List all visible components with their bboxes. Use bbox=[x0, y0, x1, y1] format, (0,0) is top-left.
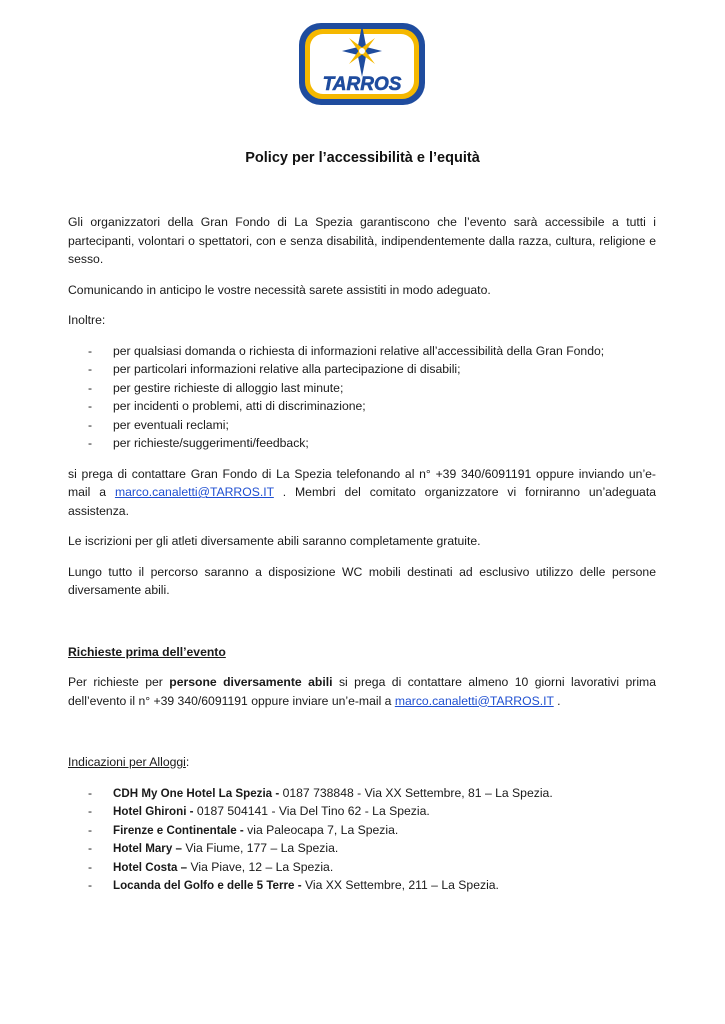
hotel-item: - Firenze e Continentale - via Paleocapa 7, La Spezia. bbox=[68, 821, 656, 840]
tarros-logo bbox=[297, 21, 427, 107]
hotel-item: - CDH My One Hotel La Spezia - 0187 738848 - Via XX Settembre, 81 – La Spezia. bbox=[68, 784, 656, 803]
hotel-item: - Locanda del Golfo e delle 5 Terre - Via XX Settembre, 211 – La Spezia. bbox=[68, 876, 656, 895]
list-item: - per eventuali reclami; bbox=[68, 416, 656, 435]
hotel-name: Hotel Ghironi - bbox=[113, 805, 194, 818]
list-dash: - bbox=[88, 804, 93, 818]
hotel-name: Hotel Costa – bbox=[113, 860, 188, 874]
contact-email-link[interactable]: marco.canaletti@TARROS.IT bbox=[114, 485, 274, 499]
page-title: Policy per l’accessibilità e l’equità bbox=[245, 150, 480, 166]
richieste-paragraph: Per richieste per persone diversamente abili si prega di contattare almeno 10 giorni lavorativi prima dell’evento il n° +39 340/6091191 oppure inviare un’e-mail a marco.canaletti@TARROS.IT . bbox=[68, 675, 656, 708]
list-dash: - bbox=[88, 785, 93, 800]
hotel-name: Hotel Mary – bbox=[113, 842, 182, 855]
list-dash: - bbox=[88, 859, 93, 874]
hotel-name: CDH My One Hotel La Spezia - bbox=[113, 786, 280, 800]
hotel-name: Locanda del Golfo e delle 5 Terre - bbox=[113, 879, 302, 892]
list-dash: - bbox=[88, 417, 93, 432]
list-item: - per particolari informazioni relative alla partecipazione di disabili; bbox=[68, 360, 656, 379]
list-dash: - bbox=[88, 878, 93, 892]
hotel-item: - Hotel Costa – Via Piave, 12 – La Spezia. bbox=[68, 858, 656, 877]
list-dash: - bbox=[88, 841, 93, 855]
list-item: - per incidenti o problemi, atti di discriminazione; bbox=[68, 397, 656, 416]
list-dash: - bbox=[88, 362, 93, 376]
hotel-name: Firenze e Continentale - bbox=[113, 823, 244, 837]
contact-paragraph: si prega di contattare Gran Fondo di La Spezia telefonando al n° +39 340/6091191 oppure inviando un’e-mail a marco.canaletti@TARROS.IT . Membri del comitato organizzatore vi forniranno un’adeguata assistenza. bbox=[68, 466, 656, 518]
list-dash: - bbox=[88, 436, 93, 450]
inoltre-label: Inoltre: bbox=[68, 313, 106, 327]
list-dash: - bbox=[88, 343, 93, 358]
iscrizioni-paragraph: Le iscrizioni per gli atleti diversamente abili saranno completamente gratuite. bbox=[68, 534, 481, 548]
alloggi-heading: Indicazioni per Alloggi: bbox=[68, 755, 190, 769]
intro-paragraph: Gli organizzatori della Gran Fondo di La Spezia garantiscono che l’evento sarà accessibile a tutti i partecipanti, volontari o spettatori, con e senza disabilità, indipendentemente dalla razza, cultura, religione e sesso. bbox=[68, 215, 656, 266]
list-dash: - bbox=[88, 380, 93, 395]
hotel-item: - Hotel Ghironi - 0187 504141 - Via Del Tino 62 - La Spezia. bbox=[68, 802, 656, 821]
richieste-heading: Richieste prima dell’evento bbox=[68, 644, 226, 659]
list-dash: - bbox=[88, 399, 93, 413]
list-item: - per gestire richieste di alloggio last minute; bbox=[68, 379, 656, 398]
inoltre-list bbox=[68, 342, 656, 453]
list-item: - per richieste/suggerimenti/feedback; bbox=[68, 434, 656, 453]
document-body bbox=[68, 213, 656, 895]
logo-text: TARROS bbox=[322, 74, 402, 95]
list-dash: - bbox=[88, 822, 93, 837]
anticipo-paragraph: Comunicando in anticipo le vostre necessità sarete assistiti in modo adeguato. bbox=[68, 282, 491, 297]
richieste-email-link[interactable]: marco.canaletti@TARROS.IT bbox=[394, 693, 554, 708]
list-item: - per qualsiasi domanda o richiesta di informazioni relative all’accessibilità della Gran Fondo; bbox=[68, 342, 656, 361]
alloggi-list bbox=[68, 784, 656, 895]
hotel-item: - Hotel Mary – Via Fiume, 177 – La Spezia. bbox=[68, 839, 656, 858]
wc-paragraph: Lungo tutto il percorso saranno a disposizione WC mobili destinati ad esclusivo utilizzo delle persone diversamente abili. bbox=[68, 564, 656, 597]
